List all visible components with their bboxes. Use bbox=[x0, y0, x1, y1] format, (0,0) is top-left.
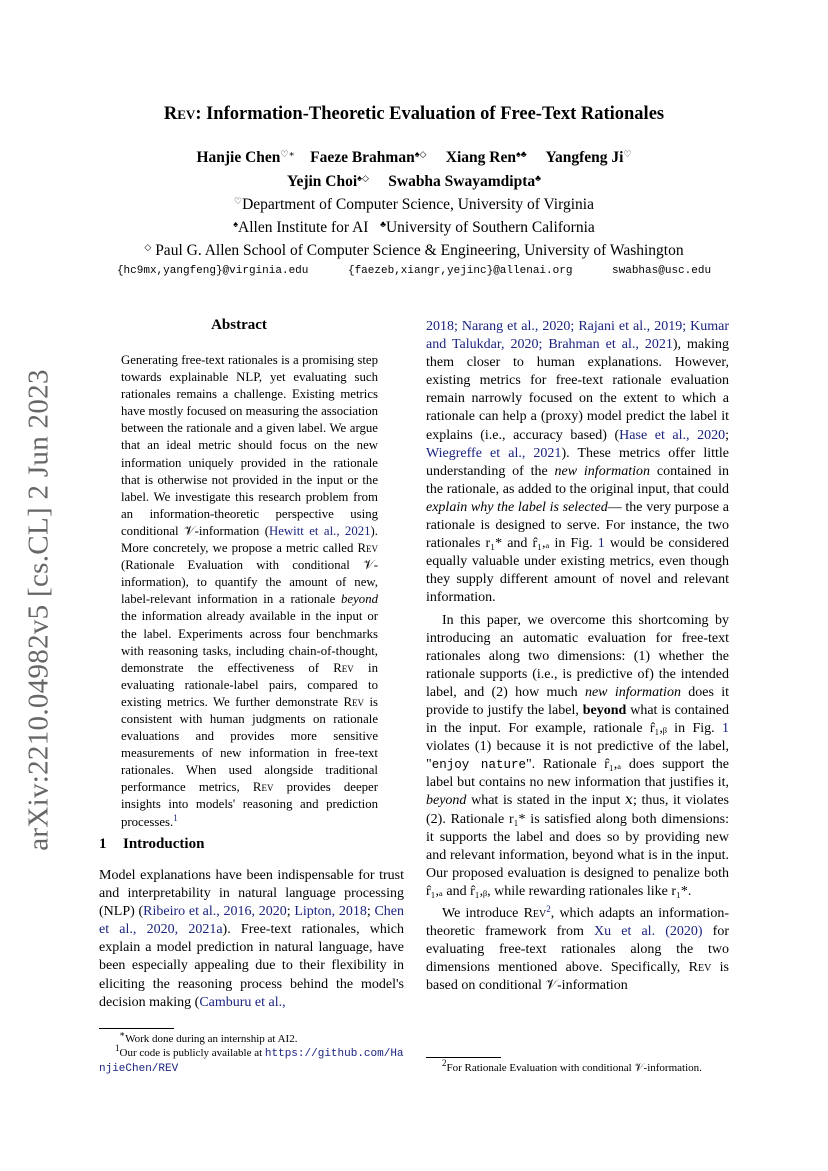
author: Hanjie Chen♡∗ bbox=[196, 149, 295, 166]
citation-link[interactable]: 2018; Narang et al., 2020; Rajani et al., 2019; Kumar and Talukdar, 2020; Brahman et al., 2021 bbox=[426, 319, 729, 353]
code-url-link[interactable]: https://github.com/HanjieChen/REV bbox=[99, 1048, 404, 1075]
intro-paragraph-left: Model explanations have been indispensable for trust and interpretability in natural language processing (NLP) (Ribeiro et al., 2016, 2020; Lipton, 2018; Chen et al., 2020, 2021a). Free-text rationales, which explain a model prediction in natural language, have been especially appealing due to their flexibility in eliciting the reasoning process behind the model's decision making (Camburu et al., bbox=[99, 868, 405, 1010]
author: Xiang Ren♠♣ bbox=[445, 149, 527, 166]
citation-link[interactable]: Hase et al., 2020 bbox=[619, 427, 726, 443]
citation-link[interactable]: Wiegreffe et al., 2021 bbox=[426, 445, 562, 461]
paragraph: 2018; Narang et al., 2020; Rajani et al., 2019; Kumar and Talukdar, 2020; Brahman et al., 2021), making them closer to human explanations. However, existing metrics for free-text rationale evaluation remain narrowly focused on the extent to which a rationale can help a (proxy) model predict the label it explains (i.e., accuracy based) (Hase et al., 2020; Wiegreffe et al., 2021). These metrics offer little understanding of the new information contained in the rationale, as added to the original input, that could explain why the label is selected— the very purpose a rationale is designed to serve. For instance, the two rationales r₁* and r̂₁,ₐ in Fig. 1 would be considered equally valuable under existing metrics, even though they supply different amount of novel and relevant information. bbox=[426, 319, 730, 606]
paper-title: Rev: Information-Theoretic Evaluation of Free-Text Rationales bbox=[163, 104, 665, 124]
citation-link[interactable]: Camburu et al., bbox=[199, 994, 286, 1010]
citation-link[interactable]: Hewitt et al., 2021 bbox=[269, 523, 371, 538]
footnote-star: ∗Work done during an internship at AI2. bbox=[119, 1029, 298, 1045]
figure-link[interactable]: 1 bbox=[722, 721, 729, 737]
abstract-heading: Abstract bbox=[211, 317, 267, 333]
affiliation-uva: ♡Department of Computer Science, University of Virginia bbox=[234, 196, 594, 213]
figure-link[interactable]: 1 bbox=[597, 536, 605, 552]
footnote-link[interactable]: 2 bbox=[546, 904, 551, 914]
author-line-1 bbox=[0, 149, 828, 167]
footnote-2: $^2$For Rationale Evaluation with conditional 𝒱-information. bbox=[442, 1058, 702, 1074]
citation-link[interactable]: Chen et al., 2020, 2021a bbox=[99, 904, 405, 938]
footnote-link[interactable]: 1 bbox=[173, 812, 178, 823]
author: Swabha Swayamdipta♣ bbox=[388, 173, 542, 190]
abstract-body: Generating free-text rationales is a promising step towards explainable NLP, yet evaluating such rationales remains a challenge. Existing metrics have mostly focused on measuring the association between the rationale and a given label. We argue that an ideal metric should focus on the new information uniquely provided in the rationale that is otherwise not provided in the input or the label. We investigate this research problem from an information-theoretic perspective using conditional 𝒱-information (Hewitt et al., 2021). More concretely, we propose a metric called Rev (Rationale Evaluation with conditional 𝒱-information), to quantify the amount of new, label-relevant information in a rationale beyond the information already available in the input or the label. Experiments across four benchmarks with reasoning tasks, including chain-of-thought, demonstrate the effectiveness of Rev in evaluating rationale-label pairs, compared to existing metrics. We further demonstrate Rev is consistent with human judgments on rationale evaluations and provides more sensitive measurements of new information in free-text rationales. When used alongside traditional performance metrics, Rev provides deeper insights into models' reasoning and prediction processes.$^1$ bbox=[121, 353, 378, 829]
affiliation-uw: ◇ Paul G. Allen School of Computer Science & Engineering, University of Washington bbox=[144, 242, 684, 259]
affiliation-ai2-usc: ♠Allen Institute for AI ♣University of Southern California bbox=[233, 219, 595, 236]
citation-link[interactable]: Ribeiro et al., 2016, 2020 bbox=[143, 904, 287, 920]
footnote-1: $^1$Our code is publicly available at https://github.com/HanjieChen/REV bbox=[99, 1043, 404, 1075]
author: Faeze Brahman♠◇ bbox=[310, 149, 427, 166]
paragraph: In this paper, we overcome this shortcoming by introducing an automatic evaluation for free-text rationales along two dimensions: (1) whether the rationale supports (i.e., is predictive of) the intended label, and (2) how much new information does it provide to justify the label, beyond what is contained in the input. For example, rationale r̂₁,ᵦ in Fig. 1 violates (1) because it is not predictive of the label, "enjoy nature". Rationale r̂₁,ₐ does support the label but contains no new information that justifies it, beyond what is stated in the input 𝑥; thus, it violates (2). Rationale r₁* is satisfied along both dimensions: it supports the label and does so by providing new and relevant information, beyond what is in the input. Our proposed evaluation is designed to penalize both r̂₁,ₐ and r̂₁,ᵦ, while rewarding rationales like r₁*. bbox=[426, 612, 730, 899]
intro-right-column bbox=[426, 318, 729, 995]
footnote-rule bbox=[99, 1028, 174, 1029]
author: Yejin Choi♠◇ bbox=[286, 173, 369, 190]
citation-link[interactable]: Lipton, 2018 bbox=[294, 904, 367, 920]
footnote-rule bbox=[426, 1057, 501, 1058]
author-line-2 bbox=[0, 173, 828, 191]
section-heading-introduction: 1 Introduction bbox=[99, 836, 205, 852]
citation-link[interactable]: Xu et al. (2020) bbox=[594, 924, 703, 940]
author: Yangfeng Ji♡ bbox=[545, 149, 632, 166]
paragraph: We introduce Rev$^2$, which adapts an information-theoretic framework from Xu et al. (2020) for evaluating free-text rationales along the two dimensions mentioned above. Specifically, Rev is based on conditional 𝒱-information bbox=[426, 904, 729, 994]
author-emails: {hc9mx,yangfeng}@virginia.edu {faezeb,xiangr,yejinc}@allenai.org swabhas@usc.edu bbox=[116, 265, 712, 277]
